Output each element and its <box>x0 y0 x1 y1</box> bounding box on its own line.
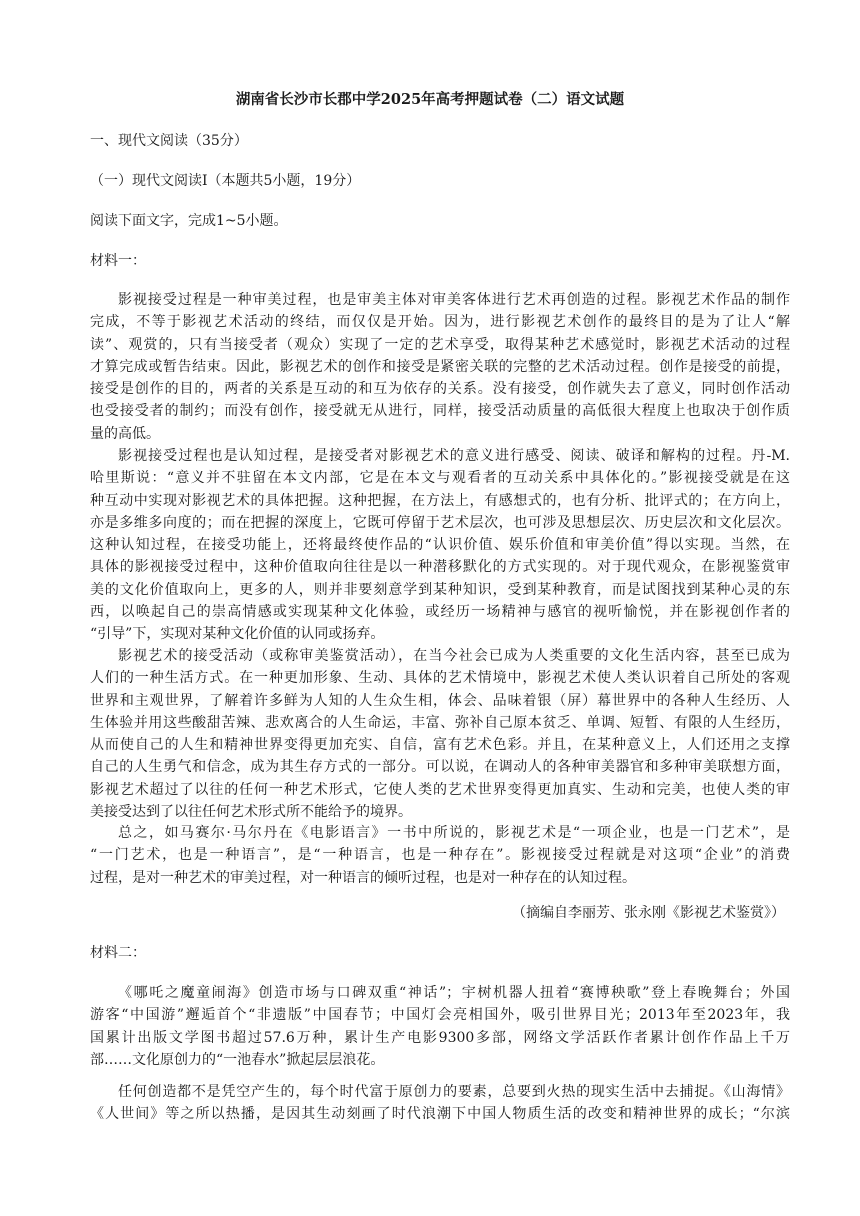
material-one-paragraph-3: 影视艺术的接受活动（或称审美鉴赏活动），在当今社会已成为人类重要的文化生活内容，甚至已成为 人们的一种生活方式。在一种更加形象、生动、具体的艺术情境中，影视艺术使人类认识着自己所处的客观 世界和主观世界，了解着许多鲜为人知的人生众生相，体会、品味着银（屏）幕世界中的各种人生经历、人 生体验并用这些酸甜苦辣、悲欢离合的人生命运，丰富、弥补自己原本贫乏、单调、短暂、有限的人生经历， 从而使自己的人生和精神世界变得更加充实、自信，富有艺术色彩。并且，在某种意义上，人们还用之支撑 自己的人生勇气和信念，成为其生存方式的一部分。可以说，在调动人的各种审美器官和多种审美联想方面， 影视艺术超过了以往的任何一种艺术形式，它使人类的艺术世界变得更加真实、生动和完美，也使人类的审 美接受达到了以往任何艺术形式所不能给予的境界。 <box>90 648 790 821</box>
material-one-paragraph-4: 总之，如马赛尔·马尔丹在《电影语言》一书中所说的，影视艺术是“一项企业，也是一门艺术”，是 “一门艺术，也是一种语言”，是“一种语言，也是一种存在”。影视接受过程就是对这项“企业”的消费 过程，是对一种艺术的审美过程，对一种语言的倾听过程，也是对一种存在的认知过程。 <box>90 825 790 886</box>
material-one-paragraph-2: 影视接受过程也是认知过程，是接受者对影视艺术的意义进行感受、阅读、破译和解构的过程。丹-M. 哈里斯说：“意义并不驻留在本文内部，它是在本文与观看者的互动关系中具体化的。”影视接受就是在这 种互动中实现对影视艺术的具体把握。这种把握，在方法上，有感想式的，也有分析、批评式的；在方向上， 亦是多维多向度的；而在把握的深度上，它既可停留于艺术层次，也可涉及思想层次、历史层次和文化层次。 这种认知过程，在接受功能上，还将最终使作品的“认识价值、娱乐价值和审美价值”得以实现。当然，在 具体的影视接受过程中，这种价值取向往往是以一种潜移默化的方式实现的。对于现代观众，在影视鉴赏审 美的文化价值取向上，更多的人，则并非要刻意学到某种知识，受到某种教育，而是试图找到某种心灵的东 西，以唤起自己的崇高情感或实现某种文化体验，或经历一场精神与感官的视听愉悦，并在影视创作者的 “引导”下，实现对某种文化价值的认同或扬弃。 <box>90 448 790 643</box>
subsection-heading: （一）现代文阅读Ⅰ（本题共5小题，19分） <box>90 173 361 189</box>
material-two-label: 材料二： <box>90 945 146 961</box>
page-title: 湖南省长沙市长郡中学2025年高考押题试卷（二）语文试题 <box>235 91 625 108</box>
material-one-paragraph-1: 影视接受过程是一种审美过程，也是审美主体对审美客体进行艺术再创造的过程。影视艺术作品的制作 完成，不等于影视艺术活动的终结，而仅仅是开始。因为，进行影视艺术创作的最终目的是为了让人“解 读”、观赏的，只有当接受者（观众）实现了一定的艺术享受，取得某种艺术感觉时，影视艺术活动的过程 才算完成或暂告结束。因此，影视艺术的创作和接受是紧密关联的完整的艺术活动过程。创作是接受的前提， 接受是创作的目的，两者的关系是互动的和互为依存的关系。没有接受，创作就失去了意义，同时创作活动 也受接受者的制约；而没有创作，接受就无从进行，同样，接受活动质量的高低很大程度上也取决于创作质 量的高低。 <box>90 292 790 442</box>
section-heading: 一、现代文阅读（35分） <box>90 133 248 149</box>
material-one-label: 材料一： <box>90 253 146 269</box>
material-two-paragraph-2: 任何创造都不是凭空产生的，每个时代富于原创力的要素，总要到火热的现实生活中去捕捉。《山海情》 《人世间》等之所以热播，是因其生动刻画了时代浪潮下中国人物质生活的改变和精神世界的成长；“尔滨 <box>90 1084 790 1123</box>
instruction-text: 阅读下面文字，完成1~5小题。 <box>90 213 288 229</box>
material-two-paragraph-1: 《哪吒之魔童闹海》创造市场与口碑双重“神话”；宇树机器人扭着“赛博秧歌”登上春晚舞台；外国 游客“中国游”邂逅首个“非遗版”中国春节；中国灯会亮相国外，吸引世界目光；2013年至2023年，我 国累计出版文学图书超过57.6万种，累计生产电影9300多部，网络文学活跃作者累计创作作品上千万 部……文化原创力的“一池春水”掀起层层浪花。 <box>90 985 790 1068</box>
source-citation: （摘编自李丽芳、张永刚《影视艺术鉴赏》） <box>512 905 785 921</box>
